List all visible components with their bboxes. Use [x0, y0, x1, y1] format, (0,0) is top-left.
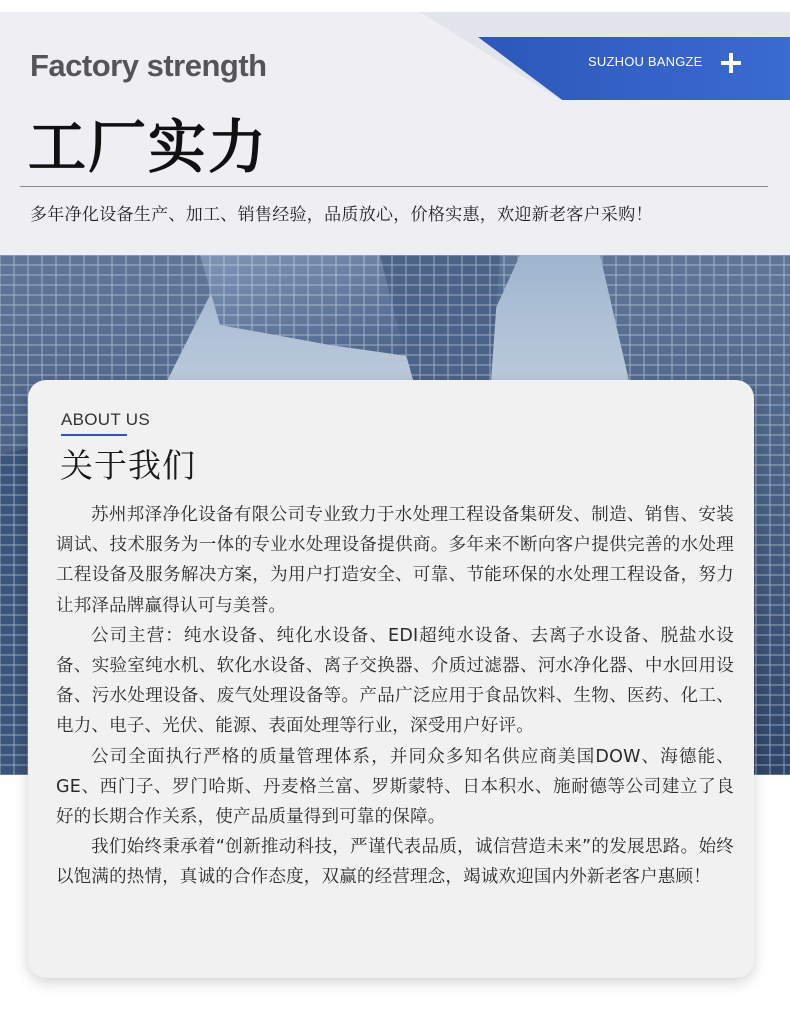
about-body [56, 500, 734, 893]
about-label-underline [61, 434, 127, 436]
about-card [28, 380, 754, 978]
about-paragraph: 我们始终秉承着“创新推动科技，严谨代表品质，诚信营造未来”的发展思路。始终以饱满的热情，真诚的合作态度，双赢的经营理念，竭诚欢迎国内外新老客户惠顾！ [56, 837, 734, 888]
about-paragraph: 苏州邦泽净化设备有限公司专业致力于水处理工程设备集研发、制造、销售、安装调试、技术服务为一体的专业水处理设备提供商。多年来不断向客户提供完善的水处理工程设备及服务解决方案，为用户打造安全、可靠、节能环保的水处理工程设备，努力让邦泽品牌赢得认可与美誉。 [56, 505, 734, 616]
header-section [0, 0, 790, 255]
header-divider [20, 186, 768, 187]
header-slogan: 多年净化设备生产、加工、销售经验，品质放心，价格实惠，欢迎新老客户采购！ [30, 205, 653, 225]
about-paragraph: 公司全面执行严格的质量管理体系，并同众多知名供应商美国DOW、海德能、GE、西门子、罗门哈斯、丹麦格兰富、罗斯蒙特、日本积水、施耐德等公司建立了良好的长期合作关系，使产品质量得到可靠的保障。 [56, 746, 734, 828]
page-title-en: Factory strength [30, 48, 267, 83]
header-top-strip [0, 0, 790, 12]
about-label-en: ABOUT US [61, 410, 150, 429]
plus-icon[interactable] [721, 53, 741, 73]
brand-name: SUZHOU BANGZE [588, 54, 703, 69]
about-title-cn: 关于我们 [60, 446, 196, 485]
about-paragraph: 公司主营：纯水设备、纯化水设备、EDI超纯水设备、去离子水设备、脱盐水设备、实验室纯水机、软化水设备、离子交换器、介质过滤器、河水净化器、中水回用设备、污水处理设备、废气处理设备等。产品广泛应用于食品饮料、生物、医药、化工、电力、电子、光伏、能源、表面处理等行业，深受用户好评。 [56, 625, 734, 737]
page-title-cn: 工厂实力 [28, 113, 269, 181]
